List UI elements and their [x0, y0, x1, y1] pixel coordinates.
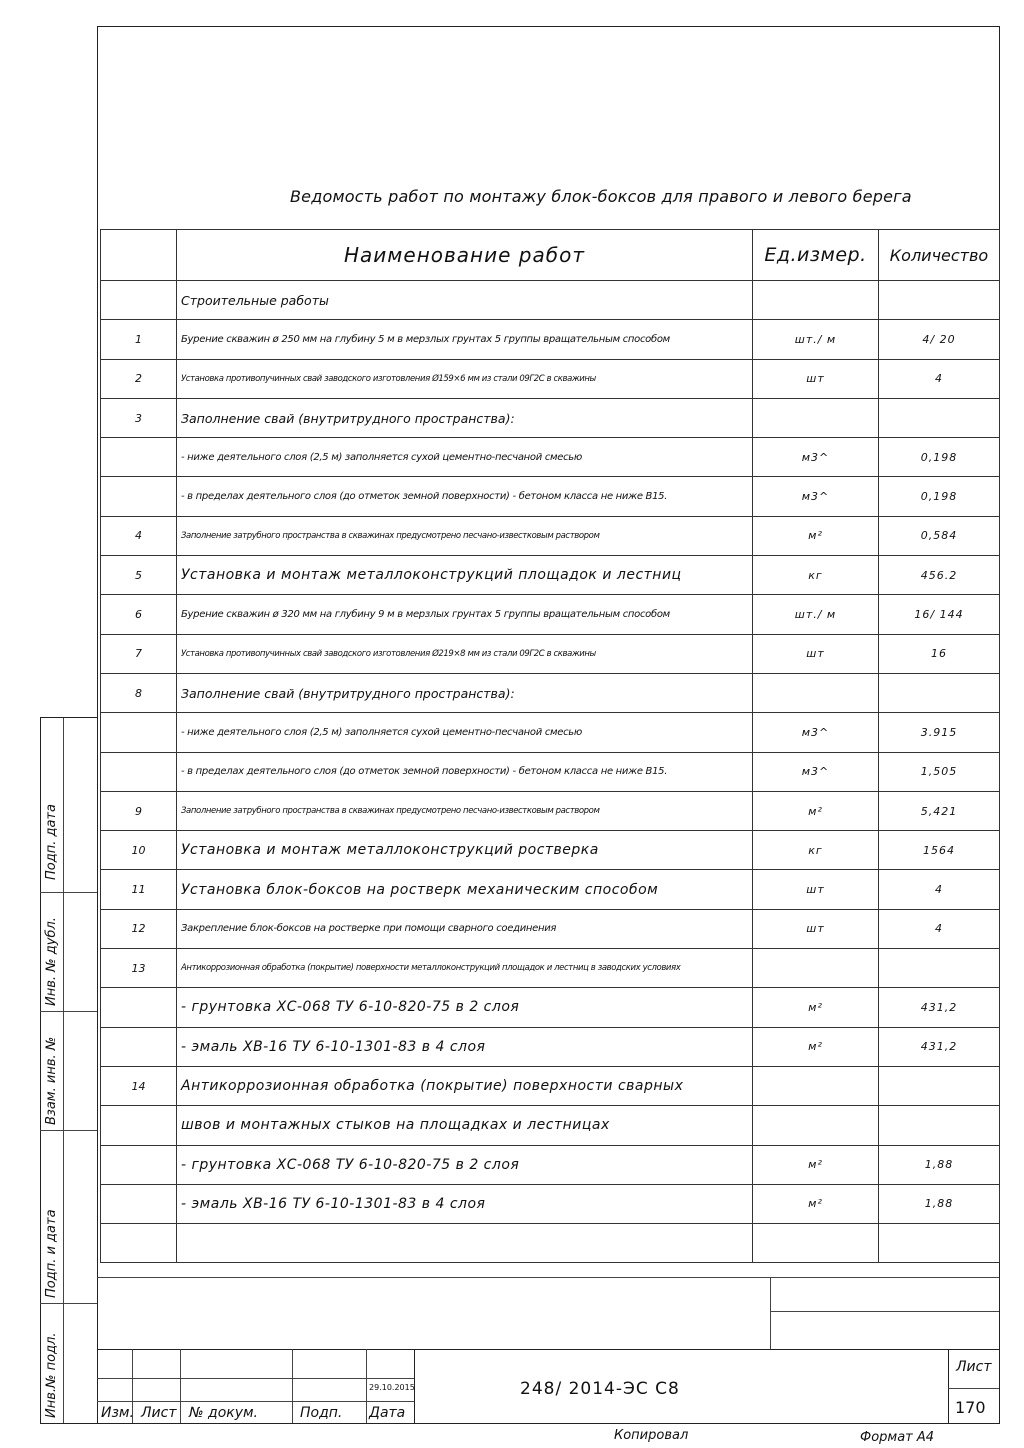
table-row [101, 359, 1000, 398]
document-code: 248/ 2014-ЭС С8 [520, 1379, 680, 1399]
row-unit: шт [753, 870, 879, 909]
row-unit: шт./ м [753, 595, 879, 634]
row-name: - ниже деятельного слоя (2,5 м) заполняется сухой цементно-песчаной смесью [177, 713, 753, 752]
table-row [101, 713, 1000, 752]
side-podp-i-data: Подп. и дата [44, 1209, 59, 1298]
row-number: 4 [101, 516, 177, 555]
row-name: Бурение скважин ø 250 мм на глубину 5 м в мерзлых грунтах 5 группы вращательным способом [177, 320, 753, 359]
table-row [101, 1106, 1000, 1145]
side-strip-top [40, 717, 97, 718]
side-sep-3 [40, 1130, 97, 1131]
side-strip-left [40, 717, 41, 1423]
row-name: Антикоррозионная обработка (покрытие) поверхности металлоконструкций площадок и лестниц в заводских условиях [177, 949, 753, 988]
row-number: 13 [101, 949, 177, 988]
row-quantity: 1,505 [879, 752, 1000, 791]
row-quantity [879, 398, 1000, 437]
row-number: 14 [101, 1066, 177, 1105]
row-unit: м3^ [753, 438, 879, 477]
table-row [101, 556, 1000, 595]
row-unit: м² [753, 791, 879, 830]
row-name: Строительные работы [177, 281, 753, 320]
stamp-doc-no: № докум. [189, 1405, 259, 1421]
side-vzam-inv: Взам. инв. № [44, 1036, 59, 1125]
row-name: Закрепление блок-боксов на ростверке при помощи сварного соединения [177, 909, 753, 948]
row-number: 6 [101, 595, 177, 634]
frame-left [97, 26, 98, 1424]
stamp-sheet-number: 170 [955, 1398, 986, 1417]
side-strip-mid [63, 717, 64, 1423]
table-row [101, 1145, 1000, 1184]
table-row [101, 831, 1000, 870]
table-row [101, 1066, 1000, 1105]
row-number: 9 [101, 791, 177, 830]
row-number: 5 [101, 556, 177, 595]
table-row [101, 909, 1000, 948]
stamp-col-sheet [948, 1349, 949, 1423]
page-title: Ведомость работ по монтажу блок-боксов для правого и левого берега [290, 187, 912, 206]
row-unit [753, 1106, 879, 1145]
row-quantity: 1,88 [879, 1145, 1000, 1184]
row-unit: м² [753, 1027, 879, 1066]
row-quantity: 0,198 [879, 438, 1000, 477]
row-number [101, 477, 177, 516]
row-name: швов и монтажных стыков на площадках и лестницах [177, 1106, 753, 1145]
row-quantity: 1564 [879, 831, 1000, 870]
row-name [177, 1224, 753, 1263]
table-row [101, 438, 1000, 477]
row-number [101, 713, 177, 752]
row-number: 3 [101, 398, 177, 437]
row-unit: м² [753, 1145, 879, 1184]
table-row [101, 870, 1000, 909]
row-name: - ниже деятельного слоя (2,5 м) заполняется сухой цементно-песчаной смесью [177, 438, 753, 477]
table-row [101, 1184, 1000, 1223]
table-row [101, 398, 1000, 437]
row-number: 7 [101, 634, 177, 673]
row-number [101, 1145, 177, 1184]
row-quantity [879, 1066, 1000, 1105]
row-number [101, 752, 177, 791]
table-row [101, 949, 1000, 988]
lower-block-top [97, 1277, 999, 1278]
header-num [101, 230, 177, 281]
side-podp-data: Подп. дата [44, 804, 59, 880]
stamp-list: Лист [141, 1405, 177, 1421]
stamp-sheet-row [948, 1388, 999, 1389]
frame-bottom [40, 1423, 999, 1424]
table-row [101, 752, 1000, 791]
row-number [101, 988, 177, 1027]
row-name: Установка блок-боксов на ростверк механическим способом [177, 870, 753, 909]
row-unit: шт [753, 359, 879, 398]
stamp-date-value: 29.10.2015 [369, 1383, 415, 1392]
row-name: - грунтовка ХС-068 ТУ 6-10-820-75 в 2 слоя [177, 1145, 753, 1184]
side-inv-podl: Инв.№ подл. [44, 1332, 59, 1418]
row-name: Установка противопучинных свай заводского изготовления Ø159×6 мм из стали 09Г2С в скважины [177, 359, 753, 398]
row-quantity: 16 [879, 634, 1000, 673]
row-name: Антикоррозионная обработка (покрытие) поверхности сварных [177, 1066, 753, 1105]
row-number: 11 [101, 870, 177, 909]
row-name: - эмаль ХВ-16 ТУ 6-10-1301-83 в 4 слоя [177, 1184, 753, 1223]
lower-block-divider [770, 1277, 771, 1349]
side-sep-1 [40, 892, 97, 893]
stamp-top [97, 1349, 999, 1350]
header-name: Наименование работ [177, 230, 753, 281]
row-name: Установка противопучинных свай заводского изготовления Ø219×8 мм из стали 09Г2С в скважины [177, 634, 753, 673]
table-row [101, 516, 1000, 555]
row-unit [753, 1224, 879, 1263]
table-header-row [101, 230, 1000, 281]
row-quantity [879, 1106, 1000, 1145]
row-unit [753, 949, 879, 988]
row-name: Заполнение затрубного пространства в скважинах предусмотрено песчано-известковым раствором [177, 791, 753, 830]
row-quantity: 5,421 [879, 791, 1000, 830]
row-quantity: 16/ 144 [879, 595, 1000, 634]
header-unit: Ед.измер. [753, 230, 879, 281]
stamp-col-2 [180, 1349, 181, 1423]
table-row [101, 1027, 1000, 1066]
row-number: 2 [101, 359, 177, 398]
row-quantity: 456.2 [879, 556, 1000, 595]
row-quantity [879, 1224, 1000, 1263]
table-row [101, 988, 1000, 1027]
row-number [101, 1184, 177, 1223]
side-inv-dubl: Инв. № дубл. [44, 917, 59, 1006]
side-sep-4 [40, 1303, 97, 1304]
row-quantity: 3.915 [879, 713, 1000, 752]
row-unit: шт [753, 909, 879, 948]
row-name: - грунтовка ХС-068 ТУ 6-10-820-75 в 2 слоя [177, 988, 753, 1027]
row-quantity: 431,2 [879, 1027, 1000, 1066]
row-number [101, 438, 177, 477]
stamp-col-3 [292, 1349, 293, 1423]
row-unit: м3^ [753, 713, 879, 752]
row-unit: кг [753, 831, 879, 870]
row-unit: кг [753, 556, 879, 595]
header-qty: Количество [879, 230, 1000, 281]
table-row [101, 634, 1000, 673]
row-unit: шт [753, 634, 879, 673]
frame-top [97, 26, 999, 27]
row-quantity: 4/ 20 [879, 320, 1000, 359]
row-number [101, 1106, 177, 1145]
row-quantity: 4 [879, 359, 1000, 398]
side-sep-2 [40, 1011, 97, 1012]
works-table [100, 229, 1000, 1263]
row-number: 10 [101, 831, 177, 870]
row-name: - в пределах деятельного слоя (до отметок земной поверхности) - бетоном класса не ниже В15. [177, 477, 753, 516]
row-name: Бурение скважин ø 320 мм на глубину 9 м в мерзлых грунтах 5 группы вращательным способом [177, 595, 753, 634]
row-name: Заполнение свай (внутритрудного пространства): [177, 673, 753, 712]
row-unit: м² [753, 988, 879, 1027]
table-row [101, 595, 1000, 634]
footer-copied: Копировал [614, 1428, 689, 1443]
row-name: - в пределах деятельного слоя (до отметок земной поверхности) - бетоном класса не ниже В15. [177, 752, 753, 791]
stamp-izm: Изм. [101, 1405, 134, 1421]
stamp-podp: Подп. [300, 1405, 343, 1421]
row-name: Установка и монтаж металлоконструкций ростверка [177, 831, 753, 870]
row-quantity: 0,198 [879, 477, 1000, 516]
row-name: - эмаль ХВ-16 ТУ 6-10-1301-83 в 4 слоя [177, 1027, 753, 1066]
lower-block-mid [770, 1311, 999, 1312]
row-number [101, 281, 177, 320]
row-name: Установка и монтаж металлоконструкций площадок и лестниц [177, 556, 753, 595]
row-quantity: 4 [879, 870, 1000, 909]
row-unit [753, 673, 879, 712]
row-number: 1 [101, 320, 177, 359]
row-quantity [879, 281, 1000, 320]
table-row [101, 673, 1000, 712]
row-unit [753, 1066, 879, 1105]
row-quantity [879, 949, 1000, 988]
row-unit [753, 398, 879, 437]
row-number [101, 1224, 177, 1263]
row-name: Заполнение свай (внутритрудного пространства): [177, 398, 753, 437]
row-number: 8 [101, 673, 177, 712]
stamp-col-4 [366, 1349, 367, 1423]
row-unit: шт./ м [753, 320, 879, 359]
row-unit: м² [753, 1184, 879, 1223]
stamp-sheet-label: Лист [956, 1359, 992, 1375]
row-number: 12 [101, 909, 177, 948]
row-unit: м3^ [753, 752, 879, 791]
row-number [101, 1027, 177, 1066]
row-quantity: 4 [879, 909, 1000, 948]
row-quantity: 1,88 [879, 1184, 1000, 1223]
row-quantity: 431,2 [879, 988, 1000, 1027]
row-unit: м3^ [753, 477, 879, 516]
row-quantity: 0,584 [879, 516, 1000, 555]
footer-format: Формат А4 [860, 1430, 935, 1445]
table-row [101, 791, 1000, 830]
table-row [101, 477, 1000, 516]
row-name: Заполнение затрубного пространства в скважинах предусмотрено песчано-известковым раствором [177, 516, 753, 555]
row-unit: м² [753, 516, 879, 555]
row-unit [753, 281, 879, 320]
table-row [101, 320, 1000, 359]
table-row [101, 281, 1000, 320]
table-row [101, 1224, 1000, 1263]
stamp-data: Дата [369, 1405, 406, 1421]
row-quantity [879, 673, 1000, 712]
